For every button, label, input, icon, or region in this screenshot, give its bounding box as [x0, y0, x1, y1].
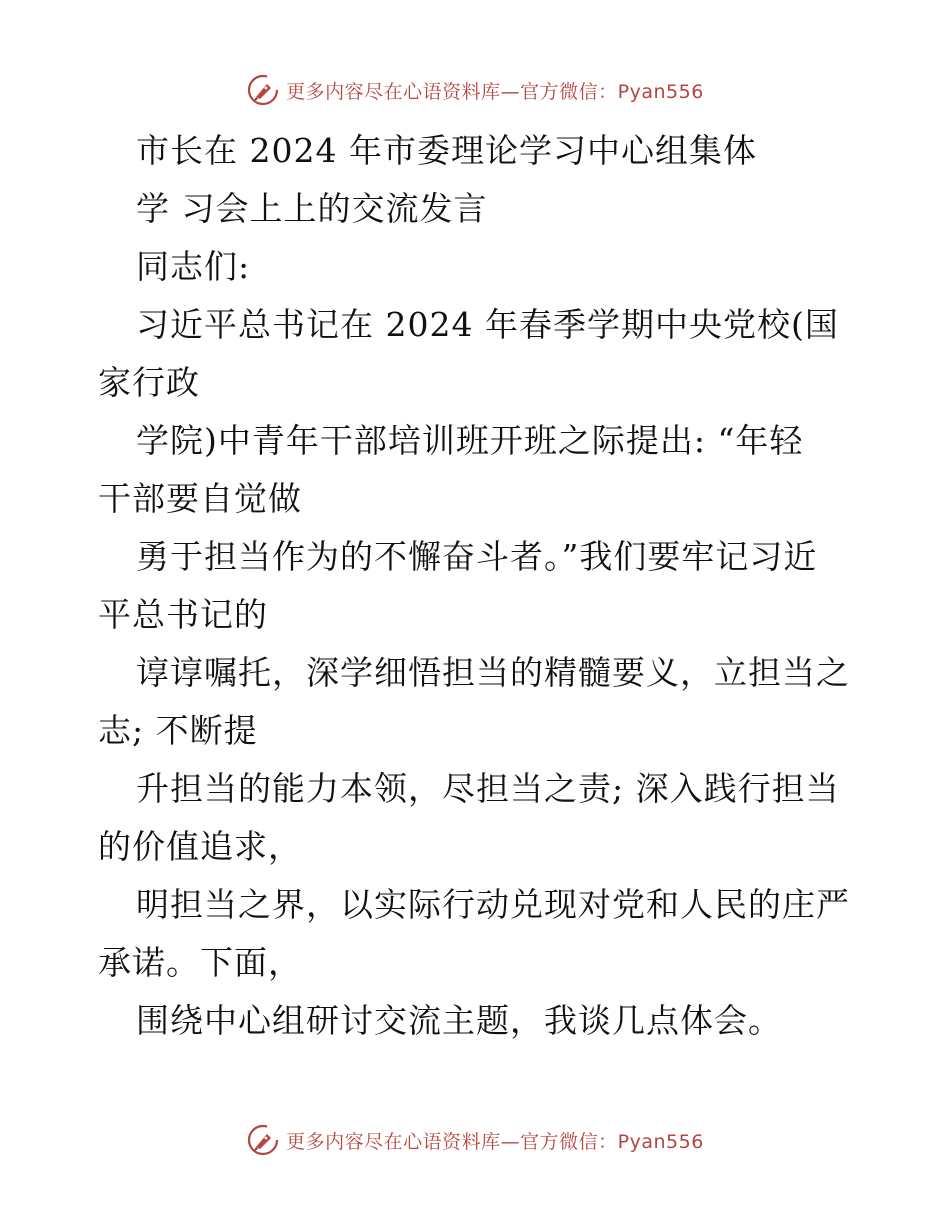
header-banner — [0, 70, 950, 110]
pen-nib-swirl-icon — [246, 1123, 280, 1157]
body-line: 承诺。下面， — [98, 943, 302, 982]
body-line: 学院)中青年干部培训班开班之际提出: “年轻 — [136, 421, 804, 460]
body-line: 家行政 — [98, 363, 200, 402]
body-line: 的价值追求， — [98, 827, 302, 866]
pen-nib-swirl-icon — [246, 73, 280, 107]
body-line: 同志们: — [136, 247, 251, 286]
body-line: 明担当之界，以实际行动兑现对党和人民的庄严 — [136, 885, 850, 924]
body-line: 市长在 2024 年市委理论学习中心组集体 — [136, 131, 757, 170]
header-banner-text: 更多内容尽在心语资料库—官方微信：Pyan556 — [286, 80, 704, 103]
body-line: 习近平总书记在 2024 年春季学期中央党校(国 — [136, 305, 839, 344]
footer-banner-text: 更多内容尽在心语资料库—官方微信：Pyan556 — [286, 1130, 704, 1153]
body-line: 谆谆嘱托，深学细悟担当的精髓要义，立担当之 — [136, 653, 850, 692]
body-line: 平总书记的 — [98, 595, 268, 634]
body-line: 学 习会上上的交流发言 — [136, 189, 488, 228]
document-body — [98, 122, 858, 1050]
body-line: 志; 不断提 — [98, 711, 258, 750]
body-line: 升担当的能力本领，尽担当之责; 深入践行担当 — [136, 769, 840, 808]
footer-banner — [0, 1120, 950, 1160]
body-line: 围绕中心组研讨交流主题，我谈几点体会。 — [136, 1001, 782, 1040]
body-line: 勇于担当作为的不懈奋斗者。”我们要牢记习近 — [136, 537, 818, 576]
body-line: 干部要自觉做 — [98, 479, 302, 518]
